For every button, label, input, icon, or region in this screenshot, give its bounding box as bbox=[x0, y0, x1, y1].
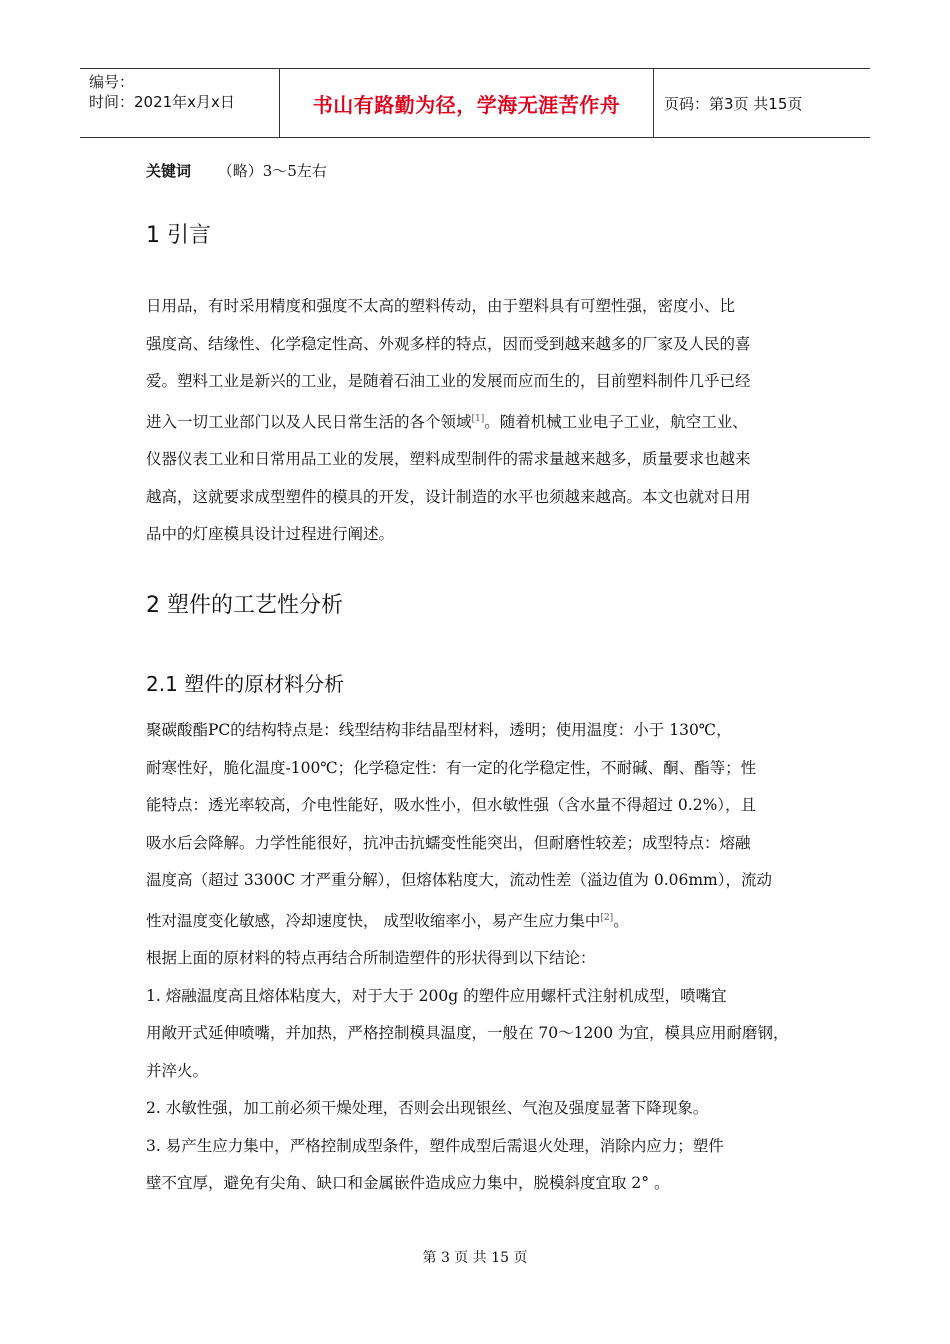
paragraph-line: 并淬火。 bbox=[146, 1061, 209, 1080]
section-heading-introduction: 1 引言 bbox=[146, 223, 211, 248]
paragraph-text: 。 bbox=[613, 911, 629, 930]
material-analysis-paragraph bbox=[146, 712, 810, 1203]
paragraph-line: 吸水后会降解。力学性能很好，抗冲击抗蠕变性能突出，但耐磨性较差；成型特点：熔融 bbox=[146, 833, 751, 852]
keywords-value: （略）3～5左右 bbox=[217, 162, 327, 180]
paragraph-text: 进入一切工业部门以及人民日常生活的各个领域 bbox=[146, 412, 472, 431]
paragraph-line: 耐寒性好，脆化温度-100℃；化学稳定性：有一定的化学稳定性，不耐碱、酮、酯等；性 bbox=[146, 758, 757, 777]
citation-ref[interactable]: [2] bbox=[600, 912, 614, 923]
paragraph-line: 日用品，有时采用精度和强度不太高的塑料传动，由于塑料具有可塑性强，密度小、比 bbox=[146, 297, 736, 315]
paragraph-line: 温度高（超过 3300C 才严重分解），但熔体粘度大，流动性差（溢边值为 0.06mm），流动 bbox=[146, 871, 772, 889]
keywords-line bbox=[146, 160, 327, 181]
list-item: 2. 水敏性强，加工前必须干燥处理，否则会出现银丝、气泡及强度显著下降现象。 bbox=[146, 1099, 709, 1117]
paragraph-line: 强度高、结缘性、化学稳定性高、外观多样的特点，因而受到越来越多的厂家及人民的喜 bbox=[146, 334, 751, 353]
paragraph-line: 聚碳酸酯PC的结构特点是：线型结构非结晶型材料，透明；使用温度：小于 130℃， bbox=[146, 721, 732, 739]
header-motto: 书山有路勤为径，学海无涯苦作舟 bbox=[280, 69, 654, 137]
list-item: 3. 易产生应力集中，严格控制成型条件，塑件成型后需退火处理，消除内应力；塑件 bbox=[146, 1136, 724, 1155]
subsection-heading-material-analysis: 2.1 塑件的原材料分析 bbox=[146, 672, 345, 696]
introduction-paragraph bbox=[146, 288, 810, 554]
paragraph-line: 仪器仪表工业和日常用品工业的发展，塑料成型制件的需求量越来越多，质量要求也越来 bbox=[146, 450, 751, 468]
paragraph-line: 爱。塑料工业是新兴的工业，是随着石油工业的发展而应而生的，目前塑料制件几乎已经 bbox=[146, 372, 751, 390]
citation-ref[interactable]: [1] bbox=[471, 413, 485, 424]
document-date: 时间：2021年x月x日 bbox=[89, 93, 235, 111]
header-page-info: 页码：第3页 共15页 bbox=[664, 94, 803, 113]
section-heading-process-analysis: 2 塑件的工艺性分析 bbox=[146, 593, 343, 618]
paragraph-text: 。随着机械工业电子工业，航空工业、 bbox=[484, 412, 748, 431]
paragraph-line: 壁不宜厚，避免有尖角、缺口和金属嵌件造成应力集中，脱模斜度宜取 2° 。 bbox=[146, 1174, 670, 1192]
paragraph-text: 性对温度变化敏感，冷却速度快， 成型收缩率小，易产生应力集中 bbox=[146, 911, 601, 930]
paragraph-line: 品中的灯座模具设计过程进行阐述。 bbox=[146, 525, 395, 543]
paragraph-line: 根据上面的原材料的特点再结合所制造塑件的形状得到以下结论： bbox=[146, 949, 596, 967]
keywords-label: 关键词 bbox=[146, 162, 192, 180]
paragraph-line bbox=[146, 900, 810, 941]
page-footer: 第 3 页 共 15 页 bbox=[422, 1250, 528, 1266]
paragraph-line: 越高，这就要求成型塑件的模具的开发，设计制造的水平也须越来越高。本文也就对日用 bbox=[146, 487, 751, 506]
header-meta bbox=[80, 69, 280, 137]
paragraph-line: 用敞开式延伸喷嘴，并加热，严格控制模具温度，一般在 70～1200 为宜，模具应用耐磨钢， bbox=[146, 1024, 789, 1042]
paragraph-line bbox=[146, 401, 810, 442]
document-header bbox=[80, 68, 870, 138]
document-number-label: 编号： bbox=[89, 73, 135, 91]
paragraph-line: 能特点：透光率较高，介电性能好，吸水性小，但水敏性强（含水量不得超过 0.2%），且 bbox=[146, 796, 757, 814]
list-item: 1. 熔融温度高且熔体粘度大，对于大于 200g 的塑件应用螺杆式注射机成型，喷嘴宜 bbox=[146, 986, 727, 1005]
